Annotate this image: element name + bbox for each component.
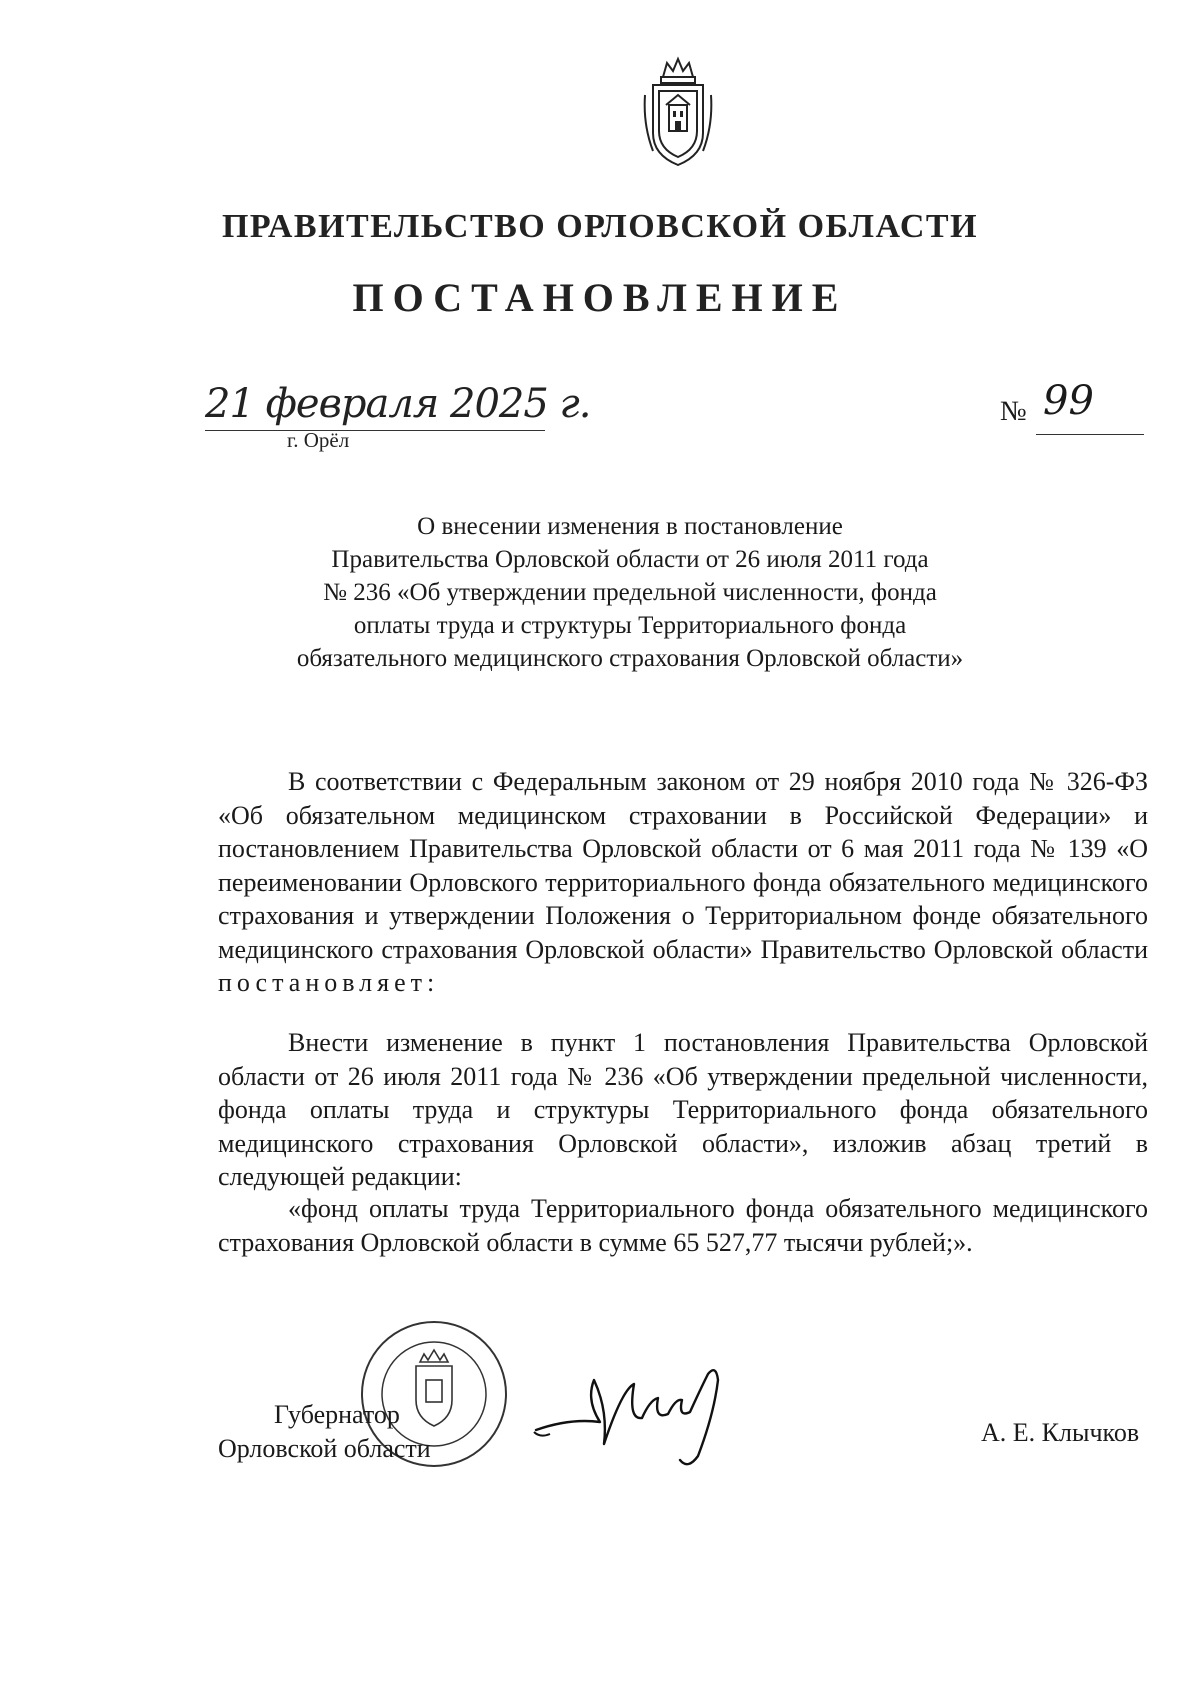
subject-line: О внесении изменения в постановление: [417, 513, 843, 540]
subject-line: обязательного медицинского страхования Орловской области»: [296, 645, 964, 672]
subject-line: оплаты труда и структуры Территориального фонда: [353, 612, 907, 639]
amendment-paragraph: Внести изменение в пункт 1 постановления Правительства Орловской области от 26 июля 2011 года № 236 «Об утверждении предельной численности, фонда оплаты труда и структуры Территориального фонда обязательного медицинского страхования Орловской области», изложив абзац третий в следующей редакции:: [218, 1028, 1148, 1191]
handwritten-number: 99: [1043, 378, 1094, 424]
city-label: г. Орёл: [287, 428, 350, 452]
preamble-paragraph: [218, 765, 1148, 1000]
number-underline: [1036, 434, 1144, 435]
amendment-quote-paragraph: «фонд оплаты труда Территориального фонда обязательного медицинского страхования Орловской области в сумме 65 527,77 тысячи рублей;».: [218, 1194, 1148, 1257]
number-label: №: [1000, 396, 1027, 427]
document-type-title: ПОСТАНОВЛЕНИЕ: [352, 275, 848, 320]
signer-position: [218, 1398, 431, 1466]
handwritten-date: 21 февраля 2025 г.: [205, 381, 591, 427]
signer-name: А. Е. Клычков: [981, 1418, 1140, 1447]
date-underline: [205, 430, 545, 431]
subject-line: Правительства Орловской области от 26 июля 2011 года: [331, 546, 929, 573]
signer-position-line2: Орловской области: [218, 1434, 431, 1463]
subject-line: № 236 «Об утверждении предельной численности, фонда: [323, 579, 937, 606]
document-subject: [280, 510, 980, 675]
decree-word: постановляет:: [218, 968, 440, 997]
organization-title: ПРАВИТЕЛЬСТВО ОРЛОВСКОЙ ОБЛАСТИ: [221, 208, 979, 245]
coat-of-arms-icon: [641, 55, 715, 171]
signer-position-line1: Губернатор: [274, 1400, 400, 1429]
preamble-text: В соответствии с Федеральным законом от 29 ноября 2010 года № 326-ФЗ «Об обязательном медицинском страховании в Российской Федерации» и постановлением Правительства Орловской области от 6 мая 2011 года № 139 «О переименовании Орловского территориального фонда обязательного медицинского страхования и утверждении Положения о Территориальном фонде обязательного медицинского страхования Орловской области» Правительство Орловской области: [218, 767, 1148, 964]
handwritten-signature-icon: [530, 1360, 750, 1470]
